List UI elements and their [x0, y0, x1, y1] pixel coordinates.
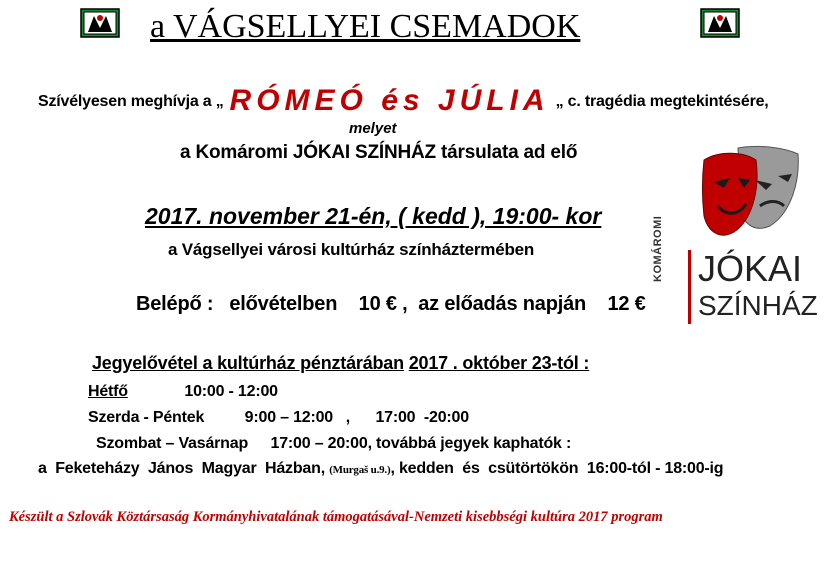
hours-day: Szerda - Péntek: [88, 409, 205, 426]
invitation-line: [38, 84, 769, 118]
hours-time: 9:00 – 12:00 , 17:00 -20:00: [244, 409, 469, 426]
second-venue-line: [38, 460, 723, 478]
advance-price: 10 €: [358, 293, 397, 315]
company-line: a Komáromi JÓKAI SZÍNHÁZ társulata ad elő: [180, 142, 578, 163]
page-title: a VÁGSELLYEI CSEMADOK: [150, 8, 581, 45]
day-label: az előadás napján: [418, 293, 587, 315]
melyet-text: melyet: [349, 120, 397, 137]
right-emblem-icon: [700, 8, 740, 38]
hours-time: 10:00 - 12:00: [184, 383, 278, 400]
entry-line: [136, 293, 646, 316]
theatre-name-line2: SZÍNHÁZ: [698, 290, 818, 321]
theatre-logo: [652, 140, 825, 330]
hours-row-wed-fri: [88, 409, 469, 427]
ticket-sales-from: 2017 . október 23-tól :: [408, 353, 590, 373]
advance-label: elővételben: [229, 293, 338, 315]
day-price: 12 €: [607, 293, 646, 315]
ticket-sales-intro: Jegyelővétel a kultúrház pénztárában: [92, 353, 404, 373]
hours-day: Hétfő: [88, 383, 128, 400]
left-emblem-icon: [80, 8, 120, 38]
theatre-divider: [688, 250, 691, 324]
event-date: 2017. november 21-én, ( kedd ), 19:00- kor: [145, 203, 602, 229]
entry-separator: ,: [402, 293, 408, 315]
play-title: RÓMEÓ és JÚLIA: [229, 84, 550, 117]
entry-label: Belépő :: [136, 293, 214, 315]
theatre-name-line1: JÓKAI: [698, 248, 803, 289]
invitation-suffix: „ c. tragédia megtekintésére,: [555, 93, 769, 110]
second-venue-address: (Murgaš u.9.): [329, 464, 391, 476]
invitation-prefix: Szívélyesen meghívja a „: [38, 93, 224, 110]
footer-note: Készült a Szlovák Köztársaság Kormányhivatalának támogatásával-Nemzeti kisebbségi kultúra 2017 program: [9, 509, 663, 525]
hours-row-monday: [88, 383, 278, 401]
hours-day: Szombat – Vasárnap: [96, 435, 249, 452]
event-venue: a Vágsellyei városi kultúrház színháztermében: [168, 240, 535, 259]
second-venue-name: a Feketeházy János Magyar Házban,: [38, 460, 325, 477]
second-venue-hours: , kedden és csütörtökön 16:00-tól - 18:00-ig: [390, 460, 724, 477]
hours-time: 17:00 – 20:00, továbbá jegyek kaphatók :: [270, 435, 572, 452]
theatre-side-text: KOMÁROMI: [652, 215, 664, 282]
ticket-sales-line: [92, 353, 589, 374]
hours-row-weekend: [96, 435, 571, 453]
